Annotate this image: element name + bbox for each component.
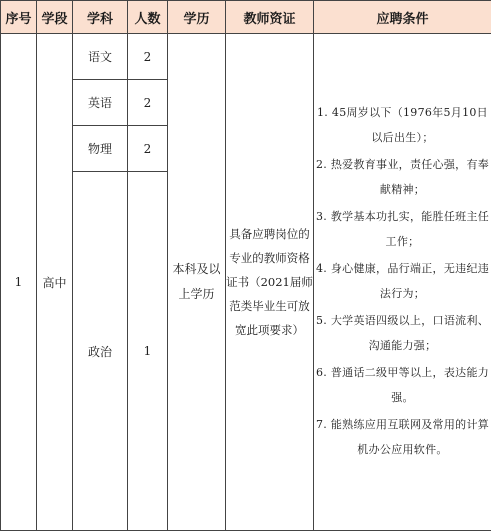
condition-item: 1. 45周岁以下（1976年5月10日以后出生）； (317, 106, 488, 144)
header-stage: 学段 (37, 1, 73, 34)
qualification-text: 具备应聘岗位的专业的教师资格证书（2021届师范类毕业生可放宽此项要求） (226, 227, 313, 337)
header-no: 序号 (1, 1, 37, 34)
condition-item: 7. 能熟练应用互联网及常用的计算机办公应用软件。 (315, 418, 490, 456)
row-stage: 高中 (37, 34, 73, 531)
subject-count: 2 (128, 34, 168, 80)
row-number: 1 (1, 34, 37, 531)
header-education: 学历 (168, 1, 226, 34)
header-conditions: 应聘条件 (314, 1, 491, 34)
subject-name: 物理 (73, 126, 128, 172)
subject-count: 2 (128, 80, 168, 126)
condition-item: 3. 教学基本功扎实，能胜任班主任工作； (315, 210, 490, 248)
condition-item: 2. 热爱教育事业，责任心强，有奉献精神； (315, 158, 490, 196)
table-row (1, 34, 491, 80)
header-count: 人数 (128, 1, 168, 34)
subject-name: 政治 (73, 172, 128, 531)
subject-name: 英语 (73, 80, 128, 126)
header-row (1, 1, 491, 34)
subject-name: 语文 (73, 34, 128, 80)
condition-item: 4. 身心健康，品行端正，无违纪违法行为； (315, 262, 490, 300)
education-cell (168, 34, 226, 531)
conditions-cell (314, 34, 491, 531)
condition-item: 6. 普通话二级甲等以上，表达能力强。 (315, 366, 490, 404)
education-text: 本科及以上学历 (172, 262, 221, 301)
header-subject: 学科 (73, 1, 128, 34)
subject-count: 2 (128, 126, 168, 172)
subject-count: 1 (128, 172, 168, 531)
qualification-cell (226, 34, 314, 531)
condition-item: 5. 大学英语四级以上，口语流利、沟通能力强； (315, 314, 490, 352)
header-qualification: 教师资证 (226, 1, 314, 34)
